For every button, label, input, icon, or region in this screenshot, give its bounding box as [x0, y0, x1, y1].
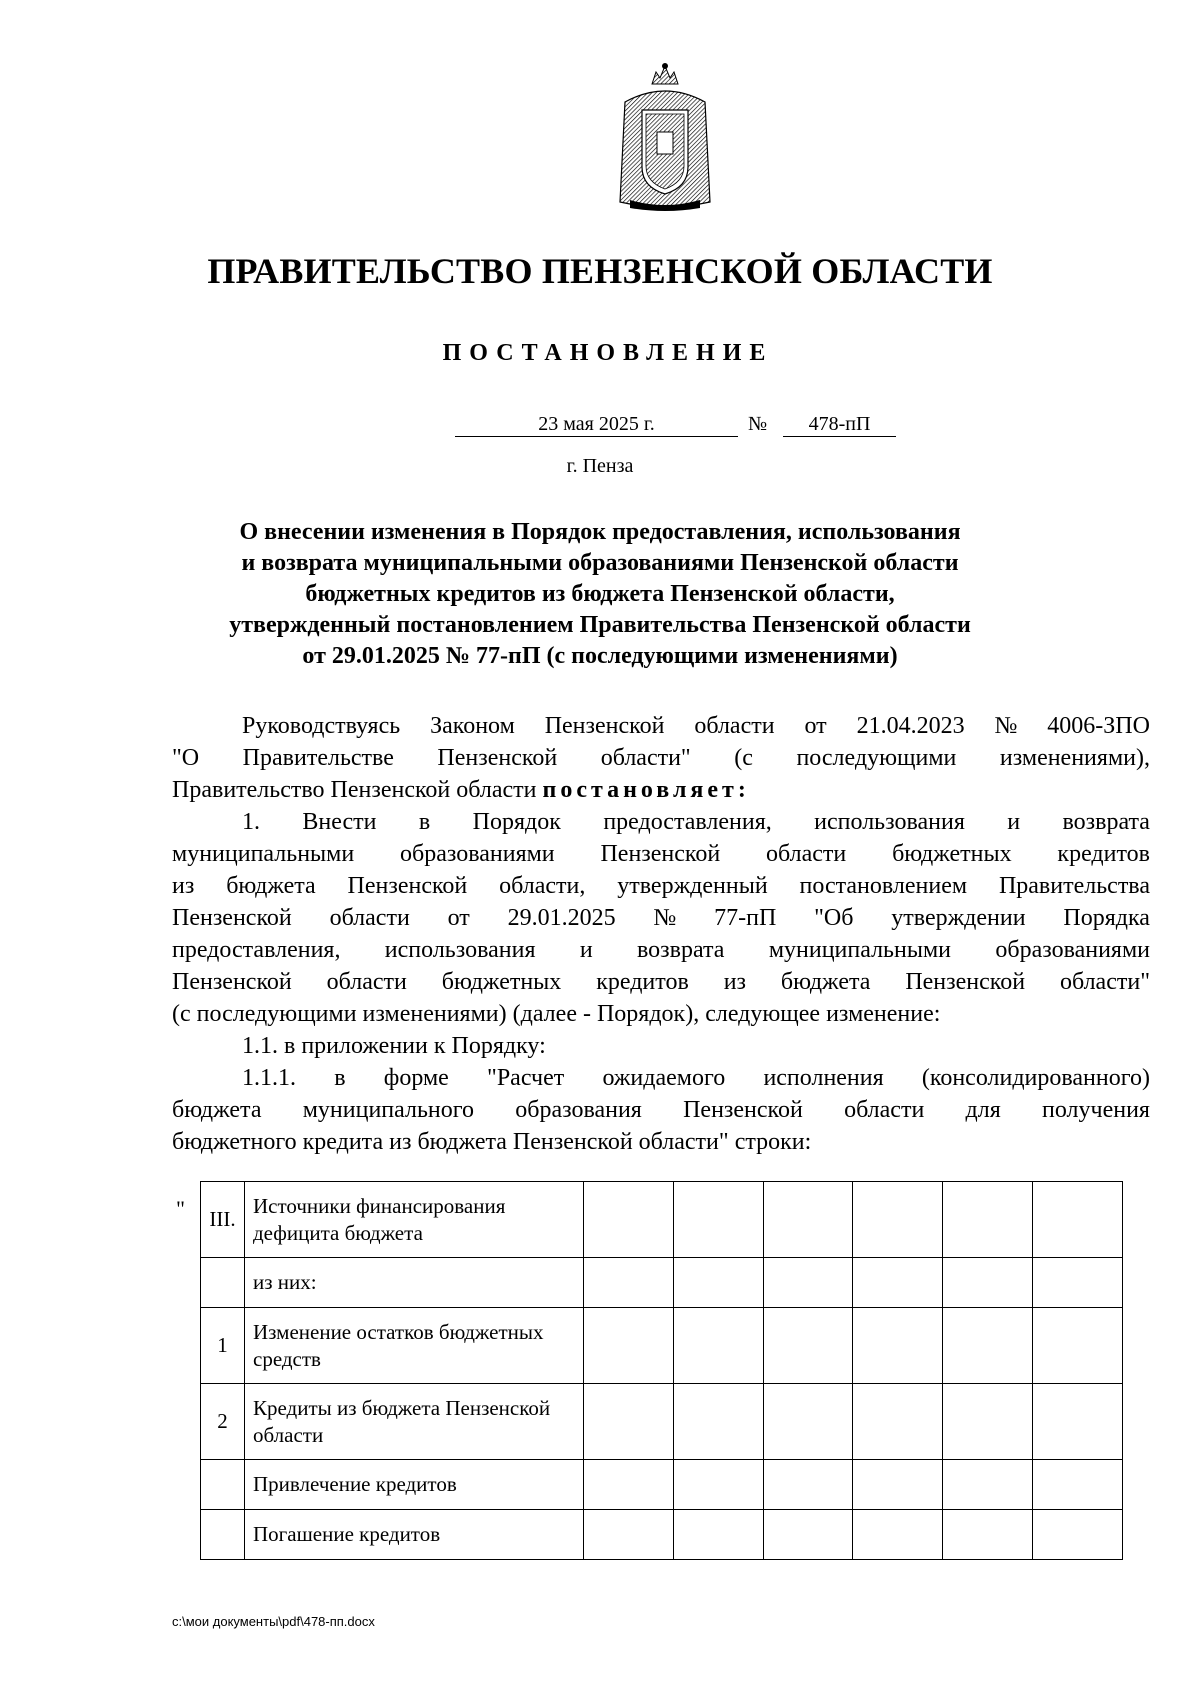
number-sign: №	[748, 413, 768, 435]
row-number: 1	[201, 1308, 245, 1384]
table-cell	[673, 1510, 763, 1560]
body-line: "О Правительстве Пензенской области" (с последующими изменениями),	[172, 745, 1150, 771]
table-cell	[943, 1308, 1033, 1384]
body-line: 1.1. в приложении к Порядку:	[242, 1033, 546, 1059]
table-cell	[1033, 1460, 1123, 1510]
row-name: Источники финансирования дефицита бюджета	[245, 1182, 584, 1258]
table-row	[201, 1460, 1123, 1510]
table-cell	[584, 1460, 674, 1510]
table-cell	[943, 1460, 1033, 1510]
heading-line: и возврата муниципальными образованиями Пензенской области	[241, 550, 959, 576]
table-cell	[853, 1384, 943, 1460]
row-number	[201, 1460, 245, 1510]
document-body	[172, 710, 1150, 1158]
body-line: бюджета муниципального образования Пензенской области для получения	[172, 1097, 1150, 1123]
table-cell	[584, 1384, 674, 1460]
table-cell	[763, 1510, 853, 1560]
table-cell	[763, 1258, 853, 1308]
table-cell	[763, 1182, 853, 1258]
heading-line: бюджетных кредитов из бюджета Пензенской области,	[305, 581, 895, 607]
government-title: ПРАВИТЕЛЬСТВО ПЕНЗЕНСКОЙ ОБЛАСТИ	[207, 251, 993, 291]
body-line: Пензенской области от 29.01.2025 № 77-пП "Об утверждении Порядка	[172, 905, 1150, 931]
document-date: 23 мая 2025 г.	[455, 412, 738, 437]
body-line: из бюджета Пензенской области, утвержденный постановлением Правительства	[172, 873, 1150, 899]
table-cell	[584, 1308, 674, 1384]
coat-of-arms-emblem	[610, 62, 720, 212]
row-name: Погашение кредитов	[245, 1510, 584, 1560]
body-line: Пензенской области бюджетных кредитов из бюджета Пензенской области"	[172, 969, 1150, 995]
document-kind: ПОСТАНОВЛЕНИЕ	[442, 340, 774, 366]
table-cell	[1033, 1510, 1123, 1560]
body-text-fragment: Правительство Пензенской области	[172, 777, 543, 803]
body-line: (с последующими изменениями) (далее - Порядок), следующее изменение:	[172, 1001, 941, 1027]
table-row	[201, 1182, 1123, 1258]
row-name: Привлечение кредитов	[245, 1460, 584, 1510]
body-line: 1. Внести в Порядок предоставления, использования и возврата	[242, 809, 1150, 835]
table-cell	[943, 1384, 1033, 1460]
body-line: предоставления, использования и возврата муниципальными образованиями	[172, 937, 1150, 963]
body-line: муниципальными образованиями Пензенской области бюджетных кредитов	[172, 841, 1150, 867]
table-cell	[943, 1510, 1033, 1560]
financing-sources-table	[200, 1181, 1123, 1560]
row-name: из них:	[245, 1258, 584, 1308]
row-number	[201, 1510, 245, 1560]
table-cell	[763, 1308, 853, 1384]
table-cell	[584, 1258, 674, 1308]
row-number: 2	[201, 1384, 245, 1460]
body-line: Руководствуясь Законом Пензенской области от 21.04.2023 № 4006-ЗПО	[242, 713, 1150, 739]
table-cell	[853, 1182, 943, 1258]
table-cell	[1033, 1182, 1123, 1258]
heading-line: О внесении изменения в Порядок предоставления, использования	[239, 519, 961, 545]
row-name: Кредиты из бюджета Пензенской области	[245, 1384, 584, 1460]
heading-line: утвержденный постановлением Правительства Пензенской области	[229, 612, 971, 638]
table-cell	[673, 1182, 763, 1258]
table-cell	[1033, 1384, 1123, 1460]
row-name: Изменение остатков бюджетных средств	[245, 1308, 584, 1384]
document-heading	[170, 517, 1030, 672]
row-number: III.	[201, 1182, 245, 1258]
table-cell	[763, 1384, 853, 1460]
table-cell	[673, 1258, 763, 1308]
city: г. Пенза	[566, 455, 634, 477]
opening-quote: "	[176, 1196, 185, 1221]
table-row	[201, 1308, 1123, 1384]
heading-line: от 29.01.2025 № 77-пП (с последующими изменениями)	[302, 643, 898, 669]
table-cell	[584, 1182, 674, 1258]
table-cell	[853, 1258, 943, 1308]
table-row	[201, 1510, 1123, 1560]
body-line: бюджетного кредита из бюджета Пензенской области" строки:	[172, 1129, 812, 1155]
table-cell	[853, 1308, 943, 1384]
decree-verb: постановляет:	[542, 777, 750, 803]
file-path-footer: c:\мои документы\pdf\478-пп.docx	[172, 1614, 375, 1629]
table-row	[201, 1384, 1123, 1460]
table-cell	[943, 1182, 1033, 1258]
table-cell	[673, 1384, 763, 1460]
table-cell	[1033, 1258, 1123, 1308]
document-number: 478-пП	[783, 412, 896, 437]
table-cell	[1033, 1308, 1123, 1384]
body-line	[172, 774, 1150, 806]
table-cell	[673, 1308, 763, 1384]
row-number	[201, 1258, 245, 1308]
table-cell	[763, 1460, 853, 1510]
table-cell	[853, 1460, 943, 1510]
body-line: 1.1.1. в форме "Расчет ожидаемого исполнения (консолидированного)	[242, 1065, 1150, 1091]
table-cell	[584, 1510, 674, 1560]
table-cell	[673, 1460, 763, 1510]
table-row	[201, 1258, 1123, 1308]
table-cell	[943, 1258, 1033, 1308]
table-cell	[853, 1510, 943, 1560]
